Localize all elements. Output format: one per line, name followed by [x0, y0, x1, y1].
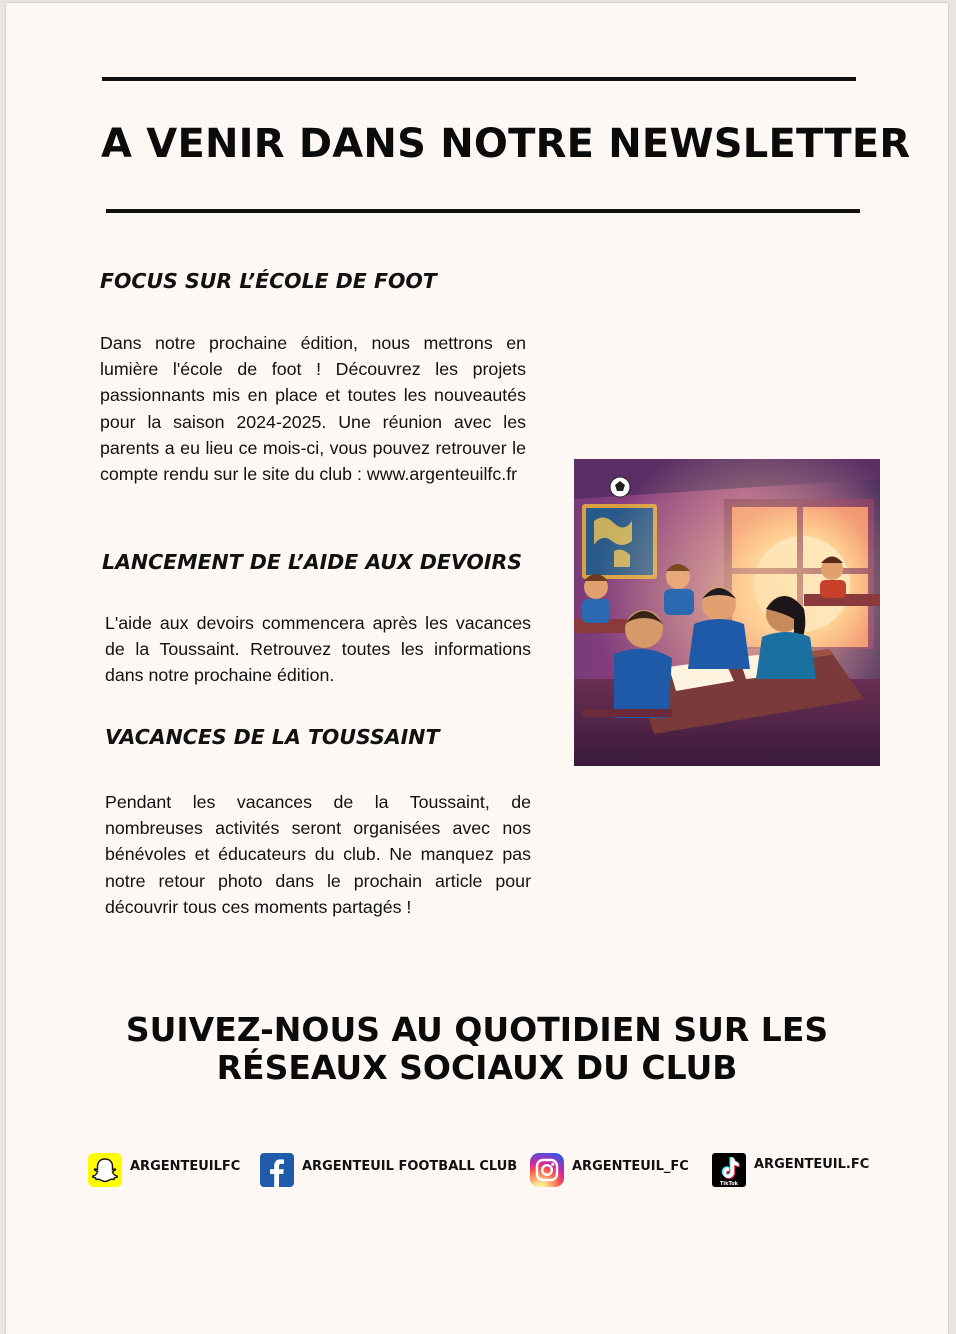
- top-divider: [102, 77, 856, 81]
- follow-us-heading: [6, 1011, 948, 1087]
- section-title-ecole-de-foot: FOCUS SUR L’ÉCOLE DE FOOT: [100, 269, 437, 293]
- tiktok-icon: [712, 1153, 746, 1187]
- facebook-icon: [260, 1153, 294, 1187]
- follow-us-line-2: RÉSEAUX SOCIAUX DU CLUB: [216, 1048, 738, 1087]
- section-body-ecole-de-foot: Dans notre prochaine édition, nous mettrons en lumière l'école de foot ! Découvrez les projets passionnants mis en place et toutes les nouveautés pour la saison 2024-2025. Une réunion avec les parents a eu lieu ce mois-ci, vous pouvez retrouver le compte rendu sur le site du club : www.argenteuilfc.fr: [100, 333, 526, 485]
- section-title-vacances-toussaint: VACANCES DE LA TOUSSAINT: [105, 725, 440, 749]
- newsletter-page: [6, 3, 948, 1334]
- snapchat-icon: [88, 1153, 122, 1187]
- classroom-illustration: [574, 459, 880, 766]
- instagram-handle: ARGENTEUIL_FC: [572, 1159, 689, 1174]
- follow-us-line-1: SUIVEZ-NOUS AU QUOTIDIEN SUR LES: [125, 1010, 829, 1049]
- snapchat-handle: ARGENTEUILFC: [130, 1159, 241, 1174]
- section-body-vacances-toussaint: Pendant les vacances de la Toussaint, de nombreuses activités seront organisées avec nos bénévoles et éducateurs du club. Ne manquez pas notre retour photo dans le prochain article pour découvrir tous ces moments partagés !: [105, 792, 531, 917]
- instagram-icon: [530, 1153, 564, 1187]
- section-title-aide-aux-devoirs: LANCEMENT DE L’AIDE AUX DEVOIRS: [102, 550, 523, 574]
- facebook-handle: ARGENTEUIL FOOTBALL CLUB: [302, 1159, 518, 1174]
- page-title: A VENIR DANS NOTRE NEWSLETTER: [101, 121, 911, 167]
- tiktok-handle: ARGENTEUIL.FC: [754, 1157, 870, 1172]
- tiktok-badge-text: TikTok: [720, 1181, 738, 1187]
- bottom-divider: [106, 209, 860, 213]
- section-body-aide-aux-devoirs: L'aide aux devoirs commencera après les vacances de la Toussaint. Retrouvez toutes les informations dans notre prochaine édition.: [105, 613, 531, 686]
